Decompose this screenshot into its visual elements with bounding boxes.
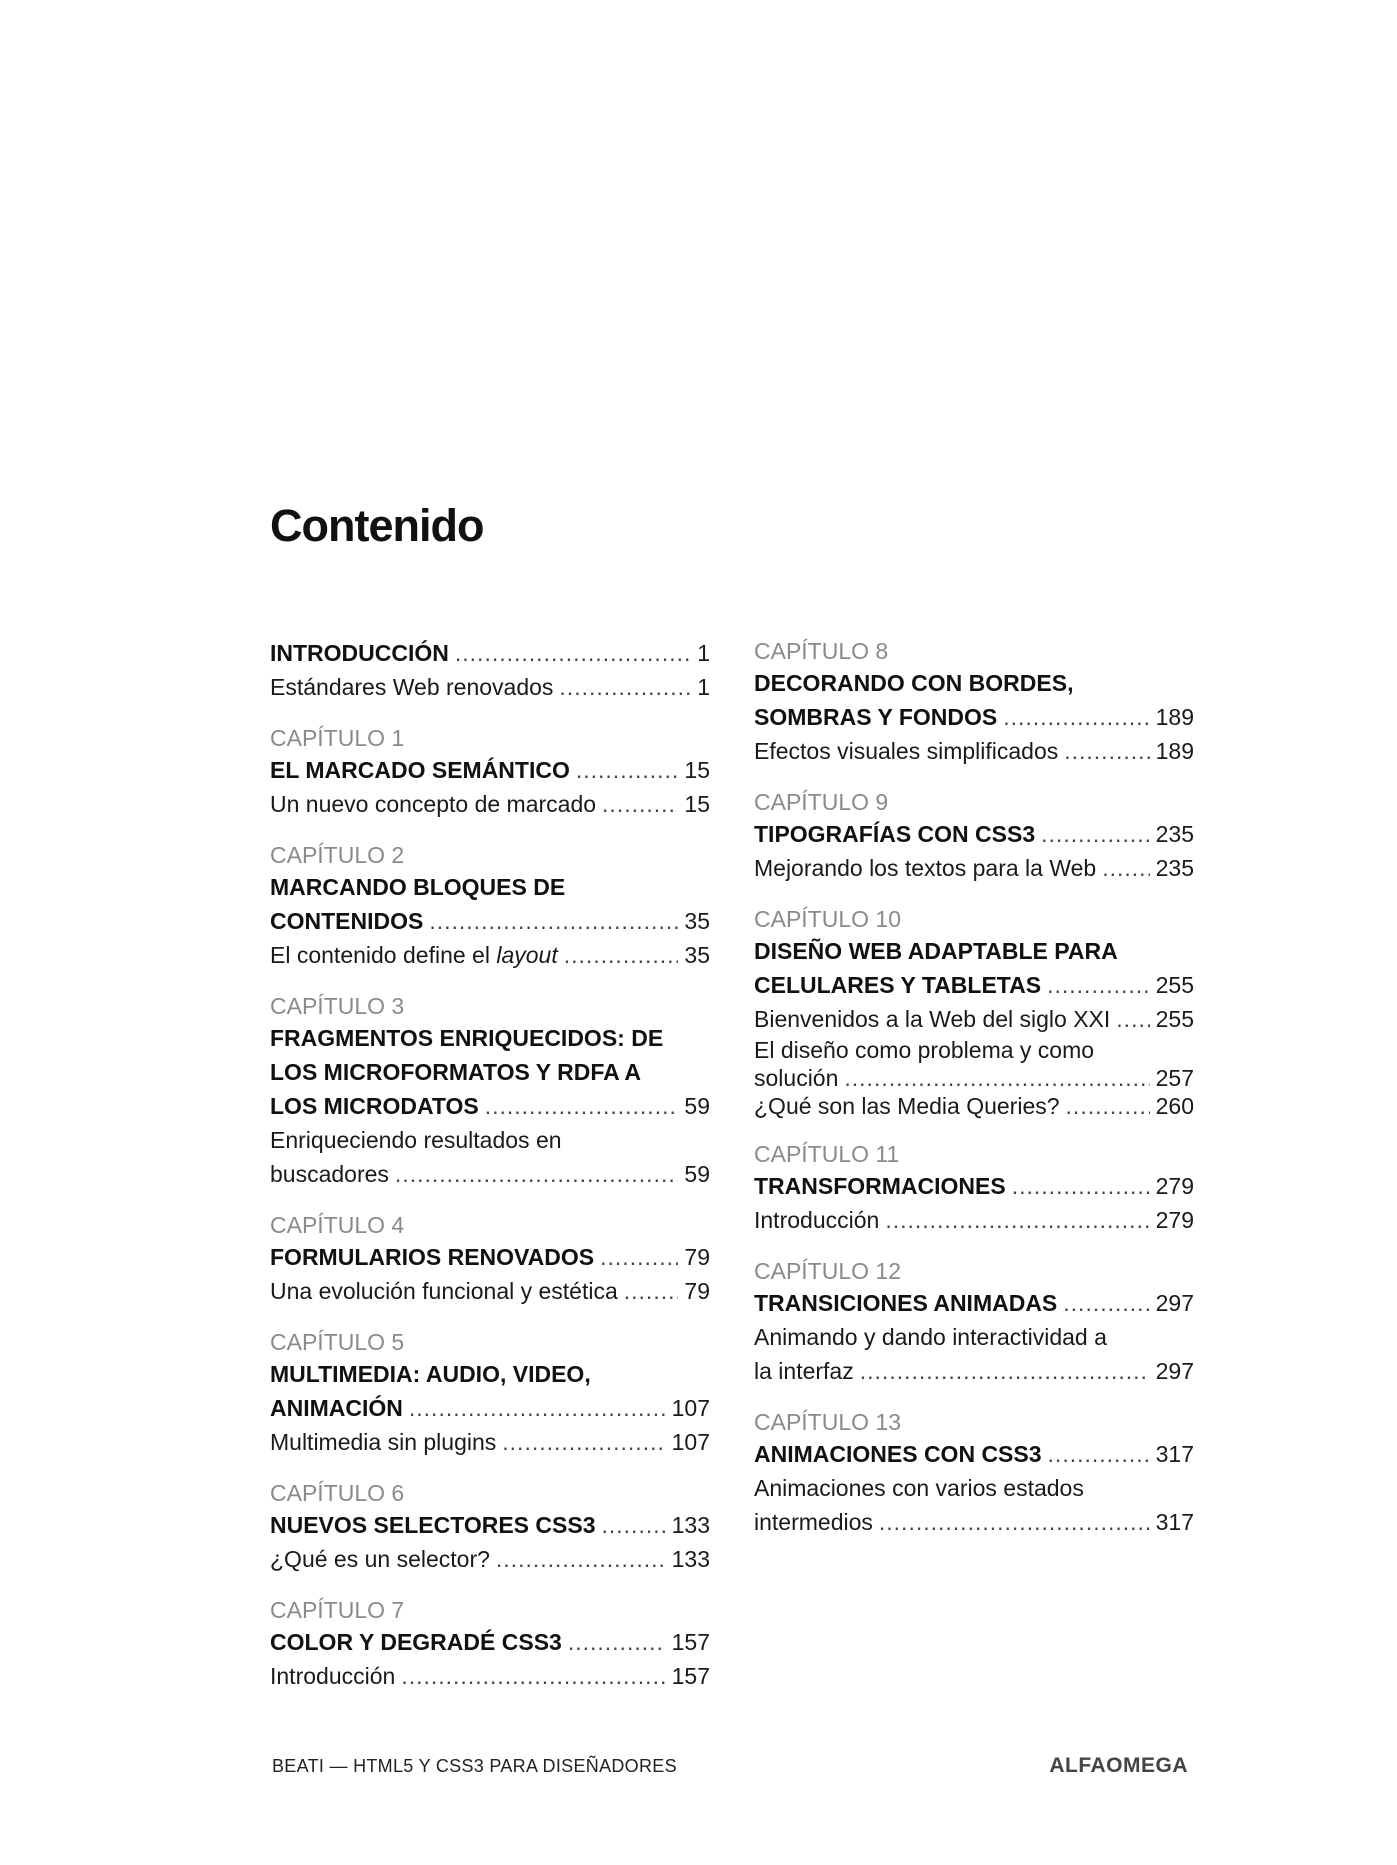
page-number: 79 <box>684 1278 710 1304</box>
page-number: 235 <box>1155 821 1194 847</box>
subentry-title: ¿Qué son las Media Queries? <box>754 1093 1060 1119</box>
chapter-label: CAPÍTULO 5 <box>270 1329 405 1355</box>
toc-entry[interactable] <box>270 1508 710 1542</box>
page-number: 79 <box>684 1244 710 1270</box>
page-number: 235 <box>1155 855 1194 881</box>
chapter-label: CAPÍTULO 8 <box>754 638 889 664</box>
page-number: 15 <box>684 757 710 783</box>
subentry-title-line: El diseño como problema y como <box>754 1037 1095 1063</box>
toc-chapter-6 <box>270 1478 710 1576</box>
subentry-title: Un nuevo concepto de marcado <box>270 791 597 817</box>
entry-title: NUEVOS SELECTORES CSS3 <box>270 1512 596 1538</box>
toc-subentry[interactable] <box>754 1064 1194 1092</box>
entry-title: TIPOGRAFÍAS CON CSS3 <box>754 821 1036 847</box>
subentry-title: intermedios <box>754 1509 873 1535</box>
subentry-title: ¿Qué es un selector? <box>270 1546 490 1572</box>
page-number: 35 <box>684 908 710 934</box>
page-number: 297 <box>1155 1358 1194 1384</box>
chapter-label: CAPÍTULO 1 <box>270 725 405 751</box>
subentry-title: Efectos visuales simplificados <box>754 738 1059 764</box>
page-number: 1 <box>697 640 710 666</box>
toc-entry[interactable] <box>754 817 1194 851</box>
toc-column-left <box>270 636 710 1693</box>
entry-title: TRANSICIONES ANIMADAS <box>754 1290 1058 1316</box>
toc-subentry[interactable] <box>754 1203 1194 1237</box>
toc-subentry[interactable] <box>270 1425 710 1459</box>
toc-subentry[interactable] <box>270 1542 710 1576</box>
page-number: 255 <box>1155 972 1194 998</box>
footer-book-title: BEATI — HTML5 Y CSS3 PARA DISEÑADORES <box>272 1756 677 1776</box>
subentry-title-line: Enriqueciendo resultados en <box>270 1127 562 1153</box>
subentry-title: Bienvenidos a la Web del siglo XXI <box>754 1006 1111 1032</box>
chapter-label: CAPÍTULO 2 <box>270 842 405 868</box>
page-number: 317 <box>1155 1509 1194 1535</box>
toc-subentry[interactable] <box>754 1002 1194 1036</box>
toc-subentry[interactable] <box>754 1092 1194 1120</box>
toc-subentry[interactable] <box>754 1505 1194 1539</box>
toc-chapter-2 <box>270 840 710 972</box>
toc-column-right <box>754 636 1194 1539</box>
toc-subentry[interactable] <box>270 938 710 972</box>
footer-publisher: ALFAOMEGA <box>1049 1754 1188 1777</box>
toc-chapter-11 <box>754 1139 1194 1237</box>
page-number: 189 <box>1155 704 1194 730</box>
toc-entry[interactable] <box>270 1089 710 1123</box>
entry-title: TRANSFORMACIONES <box>754 1173 1006 1199</box>
toc-section-intro <box>270 636 710 704</box>
entry-title-line: MULTIMEDIA: AUDIO, VIDEO, <box>270 1361 591 1387</box>
entry-title: ANIMACIONES CON CSS3 <box>754 1441 1042 1467</box>
chapter-label: CAPÍTULO 10 <box>754 906 901 932</box>
page-number: 15 <box>684 791 710 817</box>
entry-title-line: LOS MICROFORMATOS Y RDFA A <box>270 1059 641 1085</box>
subentry-title: solución <box>754 1065 839 1091</box>
entry-title-line: MARCANDO BLOQUES DE <box>270 874 566 900</box>
page-number: 59 <box>684 1161 710 1187</box>
subentry-title: Una evolución funcional y estética <box>270 1278 618 1304</box>
toc-entry[interactable] <box>754 1437 1194 1471</box>
toc-chapter-5 <box>270 1327 710 1459</box>
chapter-label: CAPÍTULO 7 <box>270 1597 405 1623</box>
page-number: 297 <box>1155 1290 1194 1316</box>
chapter-label: CAPÍTULO 12 <box>754 1258 901 1284</box>
toc-entry[interactable] <box>270 1625 710 1659</box>
toc-subentry[interactable] <box>270 1157 710 1191</box>
toc-entry[interactable] <box>754 968 1194 1002</box>
chapter-label: CAPÍTULO 3 <box>270 993 405 1019</box>
subentry-title: la interfaz <box>754 1358 854 1384</box>
toc-subentry[interactable] <box>270 787 710 821</box>
page-number: 133 <box>671 1546 710 1572</box>
toc-entry[interactable] <box>754 1286 1194 1320</box>
page-title: Contenido <box>270 500 484 551</box>
chapter-label: CAPÍTULO 9 <box>754 789 889 815</box>
subentry-title: Multimedia sin plugins <box>270 1429 497 1455</box>
toc-entry[interactable] <box>270 636 710 670</box>
page-number: 279 <box>1155 1207 1194 1233</box>
toc-entry[interactable] <box>754 700 1194 734</box>
toc-subentry[interactable] <box>270 1274 710 1308</box>
subentry-title: El contenido define el layout <box>270 942 558 968</box>
page-number: 157 <box>671 1663 710 1689</box>
page-number: 107 <box>671 1395 710 1421</box>
page-number: 157 <box>671 1629 710 1655</box>
toc-entry[interactable] <box>270 904 710 938</box>
entry-title: FORMULARIOS RENOVADOS <box>270 1244 595 1270</box>
subentry-title-line: Animando y dando interactividad a <box>754 1324 1107 1350</box>
subentry-title: Estándares Web renovados <box>270 674 554 700</box>
toc-entry[interactable] <box>270 1391 710 1425</box>
toc-subentry[interactable] <box>270 670 710 704</box>
toc-chapter-3 <box>270 991 710 1191</box>
toc-chapter-10 <box>754 904 1194 1120</box>
chapter-label: CAPÍTULO 6 <box>270 1480 405 1506</box>
toc-entry[interactable] <box>754 1169 1194 1203</box>
page-number: 279 <box>1155 1173 1194 1199</box>
page-number: 59 <box>684 1093 710 1119</box>
page-number: 107 <box>671 1429 710 1455</box>
toc-entry[interactable] <box>270 1240 710 1274</box>
toc-chapter-4 <box>270 1210 710 1308</box>
entry-title-line: FRAGMENTOS ENRIQUECIDOS: DE <box>270 1025 664 1051</box>
entry-title: ANIMACIÓN <box>270 1395 403 1421</box>
entry-title: INTRODUCCIÓN <box>270 640 449 666</box>
chapter-label: CAPÍTULO 11 <box>754 1141 900 1167</box>
entry-title: CONTENIDOS <box>270 908 424 934</box>
entry-title: CELULARES Y TABLETAS <box>754 972 1042 998</box>
toc-chapter-9 <box>754 787 1194 885</box>
page-number: 35 <box>684 942 710 968</box>
toc-chapter-7 <box>270 1595 710 1693</box>
entry-title: COLOR Y DEGRADÉ CSS3 <box>270 1629 562 1655</box>
toc-chapter-1 <box>270 723 710 821</box>
toc-subentry[interactable] <box>754 734 1194 768</box>
subentry-title: Introducción <box>270 1663 396 1689</box>
page-number: 189 <box>1155 738 1194 764</box>
toc-chapter-8 <box>754 636 1194 768</box>
page-number: 1 <box>697 674 710 700</box>
entry-title-line: DISEÑO WEB ADAPTABLE PARA <box>754 938 1118 964</box>
subentry-title-line: Animaciones con varios estados <box>754 1475 1084 1501</box>
page-number: 133 <box>671 1512 710 1538</box>
page-number: 260 <box>1155 1093 1194 1119</box>
subentry-title: Mejorando los textos para la Web <box>754 855 1097 881</box>
toc-subentry[interactable] <box>270 1659 710 1693</box>
page-number: 257 <box>1155 1065 1194 1091</box>
entry-title: EL MARCADO SEMÁNTICO <box>270 757 570 783</box>
entry-title: LOS MICRODATOS <box>270 1093 479 1119</box>
toc-chapter-12 <box>754 1256 1194 1388</box>
subentry-title: buscadores <box>270 1161 389 1187</box>
chapter-label: CAPÍTULO 13 <box>754 1409 901 1435</box>
toc-chapter-13 <box>754 1407 1194 1539</box>
page-number: 255 <box>1155 1006 1194 1032</box>
toc-subentry[interactable] <box>754 851 1194 885</box>
entry-title: SOMBRAS Y FONDOS <box>754 704 998 730</box>
entry-title-line: DECORANDO CON BORDES, <box>754 670 1074 696</box>
page-number: 317 <box>1155 1441 1194 1467</box>
subentry-title: Introducción <box>754 1207 880 1233</box>
toc-entry[interactable] <box>270 753 710 787</box>
toc-subentry[interactable] <box>754 1354 1194 1388</box>
chapter-label: CAPÍTULO 4 <box>270 1212 405 1238</box>
